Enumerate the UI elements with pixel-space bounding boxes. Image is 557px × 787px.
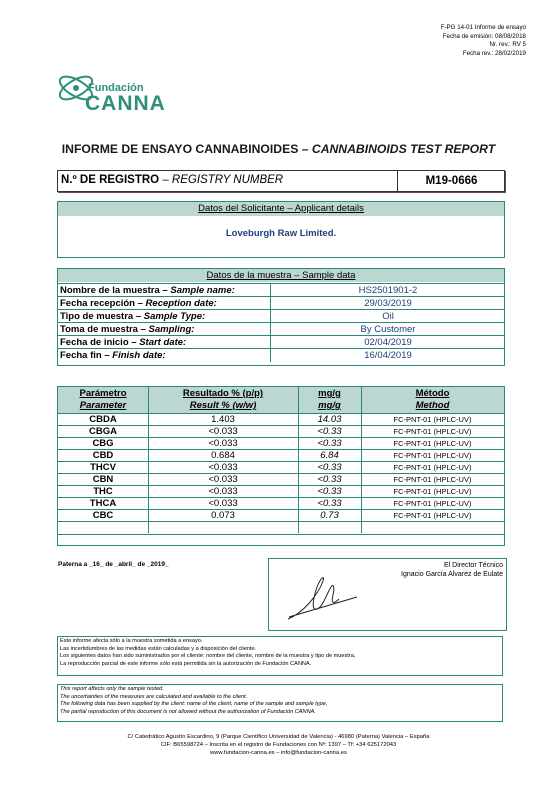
sample-section bbox=[57, 268, 505, 366]
report-title bbox=[0, 142, 557, 156]
cell-result: <0.033 bbox=[208, 426, 238, 437]
title-en: CANNABINOIDS TEST REPORT bbox=[311, 142, 496, 156]
note-line: La reproducción parcial de este informe sólo está permitida sin la autorización de Fundación CANNA. bbox=[60, 660, 312, 667]
registry-label-en: – REGISTRY NUMBER bbox=[159, 174, 284, 186]
note-line: This report affects only the sample tested. bbox=[60, 686, 164, 692]
document-info bbox=[441, 24, 526, 58]
header-mg-g-en: mg/g bbox=[318, 400, 341, 411]
sample-row-label bbox=[60, 349, 166, 362]
cell-mg-g: <0.33 bbox=[317, 438, 342, 449]
notes-spanish bbox=[57, 636, 503, 676]
header-result: Result % (w/w) bbox=[189, 400, 257, 411]
signature-box bbox=[268, 558, 507, 631]
sample-row-value: HS2501901-2 bbox=[270, 284, 505, 297]
footer-registry: CIF: B65598724 – Inscrita en el registro de Fundaciones con Nº: 1397 – Tf: +34 625172043 bbox=[160, 741, 397, 748]
cell-method: FC-PNT-01 (HPLC-UV) bbox=[393, 475, 472, 484]
note-line: Este informe afecta sólo a la muestra sometida a ensayo. bbox=[60, 638, 203, 644]
director-role: El Director Técnico bbox=[443, 562, 503, 569]
sample-row bbox=[58, 335, 504, 349]
label-es: Nombre de la muestra – bbox=[60, 285, 171, 296]
cell-mg-g: <0.33 bbox=[317, 486, 342, 497]
cell-method: FC-PNT-01 (HPLC-UV) bbox=[393, 487, 472, 496]
table-row-empty bbox=[58, 521, 504, 535]
sample-row-value: 02/04/2019 bbox=[270, 336, 505, 349]
cell-parameter: THCV bbox=[90, 462, 116, 473]
registry-box bbox=[57, 170, 505, 192]
label-en: Reception date: bbox=[145, 298, 217, 309]
applicant-header: Datos del Solicitante – Applicant details bbox=[58, 202, 504, 216]
sample-row bbox=[58, 283, 504, 297]
logo-line1: Fundación bbox=[88, 82, 144, 94]
footer bbox=[0, 734, 557, 757]
fundacion-canna-logo bbox=[56, 66, 180, 116]
cell-result: <0.033 bbox=[208, 486, 238, 497]
cell-result: 1.403 bbox=[211, 414, 235, 425]
cell-method: FC-PNT-01 (HPLC-UV) bbox=[393, 463, 472, 472]
registry-label bbox=[61, 174, 283, 186]
cell-mg-g: <0.33 bbox=[317, 426, 342, 437]
cell-method: FC-PNT-01 (HPLC-UV) bbox=[393, 427, 472, 436]
label-es: Fecha recepción – bbox=[60, 298, 146, 309]
note-line: The following data has been supplied by the client: name of the client, name of the sample and sample type, bbox=[60, 701, 328, 708]
cell-parameter: CBD bbox=[92, 450, 114, 461]
cell-method: FC-PNT-01 (HPLC-UV) bbox=[393, 439, 472, 448]
cell-parameter: THC bbox=[93, 486, 113, 497]
sample-row-value: 29/03/2019 bbox=[270, 297, 505, 310]
cell-result: <0.033 bbox=[208, 474, 238, 485]
label-en: Start date: bbox=[139, 337, 187, 348]
label-en: Sample name: bbox=[170, 285, 235, 296]
label-es: Tipo de muestra – bbox=[60, 311, 144, 322]
note-line: The uncertainties of the measures are calculated and available to the client. bbox=[60, 693, 248, 700]
applicant-name: Loveburgh Raw Limited. bbox=[225, 228, 337, 239]
header-parametro: Parámetro bbox=[79, 388, 127, 399]
notes-english bbox=[57, 684, 503, 722]
header-mg-g-es: mg/g bbox=[318, 388, 341, 399]
cell-parameter: CBGA bbox=[89, 426, 117, 437]
cell-result: 0.684 bbox=[211, 450, 235, 461]
label-es: Fecha fin – bbox=[60, 350, 113, 361]
header-resultado: Resultado % (p/p) bbox=[182, 388, 264, 399]
cell-method: FC-PNT-01 (HPLC-UV) bbox=[393, 415, 472, 424]
note-line: Las incertidumbres de las medidas están calculadas y a disposición del cliente. bbox=[60, 645, 257, 652]
cell-mg-g: <0.33 bbox=[317, 474, 342, 485]
cell-method: FC-PNT-01 (HPLC-UV) bbox=[393, 511, 472, 520]
note-line: Los siguientes datos han sido suministrados por el cliente: nombre del cliente, nombre de la muestra y tipo de muestra, bbox=[60, 653, 356, 660]
revision-date: Fecha rev.: 28/02/2019 bbox=[462, 49, 526, 57]
sample-header: Datos de la muestra – Sample data bbox=[58, 269, 504, 282]
title-es: INFORME DE ENSAYO CANNABINOIDES – bbox=[61, 142, 312, 156]
cell-mg-g: <0.33 bbox=[317, 498, 342, 509]
cell-parameter: THCA bbox=[89, 498, 117, 509]
cell-mg-g: 6.84 bbox=[320, 450, 339, 461]
cell-method: FC-PNT-01 (HPLC-UV) bbox=[393, 499, 472, 508]
sample-row bbox=[58, 322, 504, 336]
header-method: Method bbox=[415, 400, 450, 411]
label-en: Sampling: bbox=[148, 324, 195, 335]
registry-number: M19-0666 bbox=[397, 171, 505, 191]
cell-result: 0.073 bbox=[211, 510, 235, 521]
sample-row bbox=[58, 309, 504, 323]
logo-line2: CANNA bbox=[85, 92, 166, 115]
cell-parameter: CBC bbox=[92, 510, 114, 521]
cell-parameter: CBN bbox=[92, 474, 114, 485]
results-table bbox=[57, 386, 505, 546]
cell-parameter: CBDA bbox=[89, 414, 117, 425]
applicant-section bbox=[57, 201, 505, 258]
cell-parameter: CBG bbox=[92, 438, 114, 449]
registry-label-es: N.º DE REGISTRO bbox=[61, 174, 160, 186]
note-line: The partial reproduction of this document is not allowed without the authorization of Fundación CANNA. bbox=[60, 708, 316, 715]
doc-code: F-PG 14-01 Informe de ensayo bbox=[440, 24, 526, 31]
sample-row-value: Oil bbox=[270, 310, 505, 323]
sample-row bbox=[58, 296, 504, 310]
cell-method: FC-PNT-01 (HPLC-UV) bbox=[393, 451, 472, 460]
place-date: Paterna a _16_ de _abril_ de _2019_ bbox=[58, 561, 169, 568]
director-name: Ignacio García Alvarez de Eulate bbox=[401, 571, 503, 578]
label-es: Toma de muestra – bbox=[60, 324, 149, 335]
cell-mg-g: 14.03 bbox=[317, 414, 342, 425]
header-parameter: Parameter bbox=[79, 400, 127, 411]
cell-mg-g: 0.73 bbox=[320, 510, 339, 521]
label-es: Fecha de inicio – bbox=[60, 337, 140, 348]
sample-row-value: 16/04/2019 bbox=[270, 349, 505, 362]
cell-mg-g: <0.33 bbox=[317, 462, 342, 473]
issue-date: Fecha de emisión: 08/08/2018 bbox=[442, 32, 526, 40]
revision-number: Nr. rev.: RV 5 bbox=[489, 41, 526, 49]
sample-row bbox=[58, 348, 504, 362]
cell-result: <0.033 bbox=[208, 438, 238, 449]
cell-result: <0.033 bbox=[208, 462, 238, 473]
header-metodo: Método bbox=[415, 388, 450, 399]
cell-result: <0.033 bbox=[208, 498, 238, 509]
footer-web: www.fundacion-canna.es – info@fundacion-canna.es bbox=[210, 749, 347, 756]
handwritten-signature bbox=[283, 573, 363, 623]
label-en: Sample Type: bbox=[143, 311, 206, 322]
footer-address: C/ Catedrático Agustín Escardino, 9 (Parque Científico Universidad de Valencia) - 46980 (Paterna) Valencia – España bbox=[127, 734, 430, 740]
sample-row-value: By Customer bbox=[270, 323, 505, 336]
label-en: Finish date: bbox=[112, 350, 166, 361]
